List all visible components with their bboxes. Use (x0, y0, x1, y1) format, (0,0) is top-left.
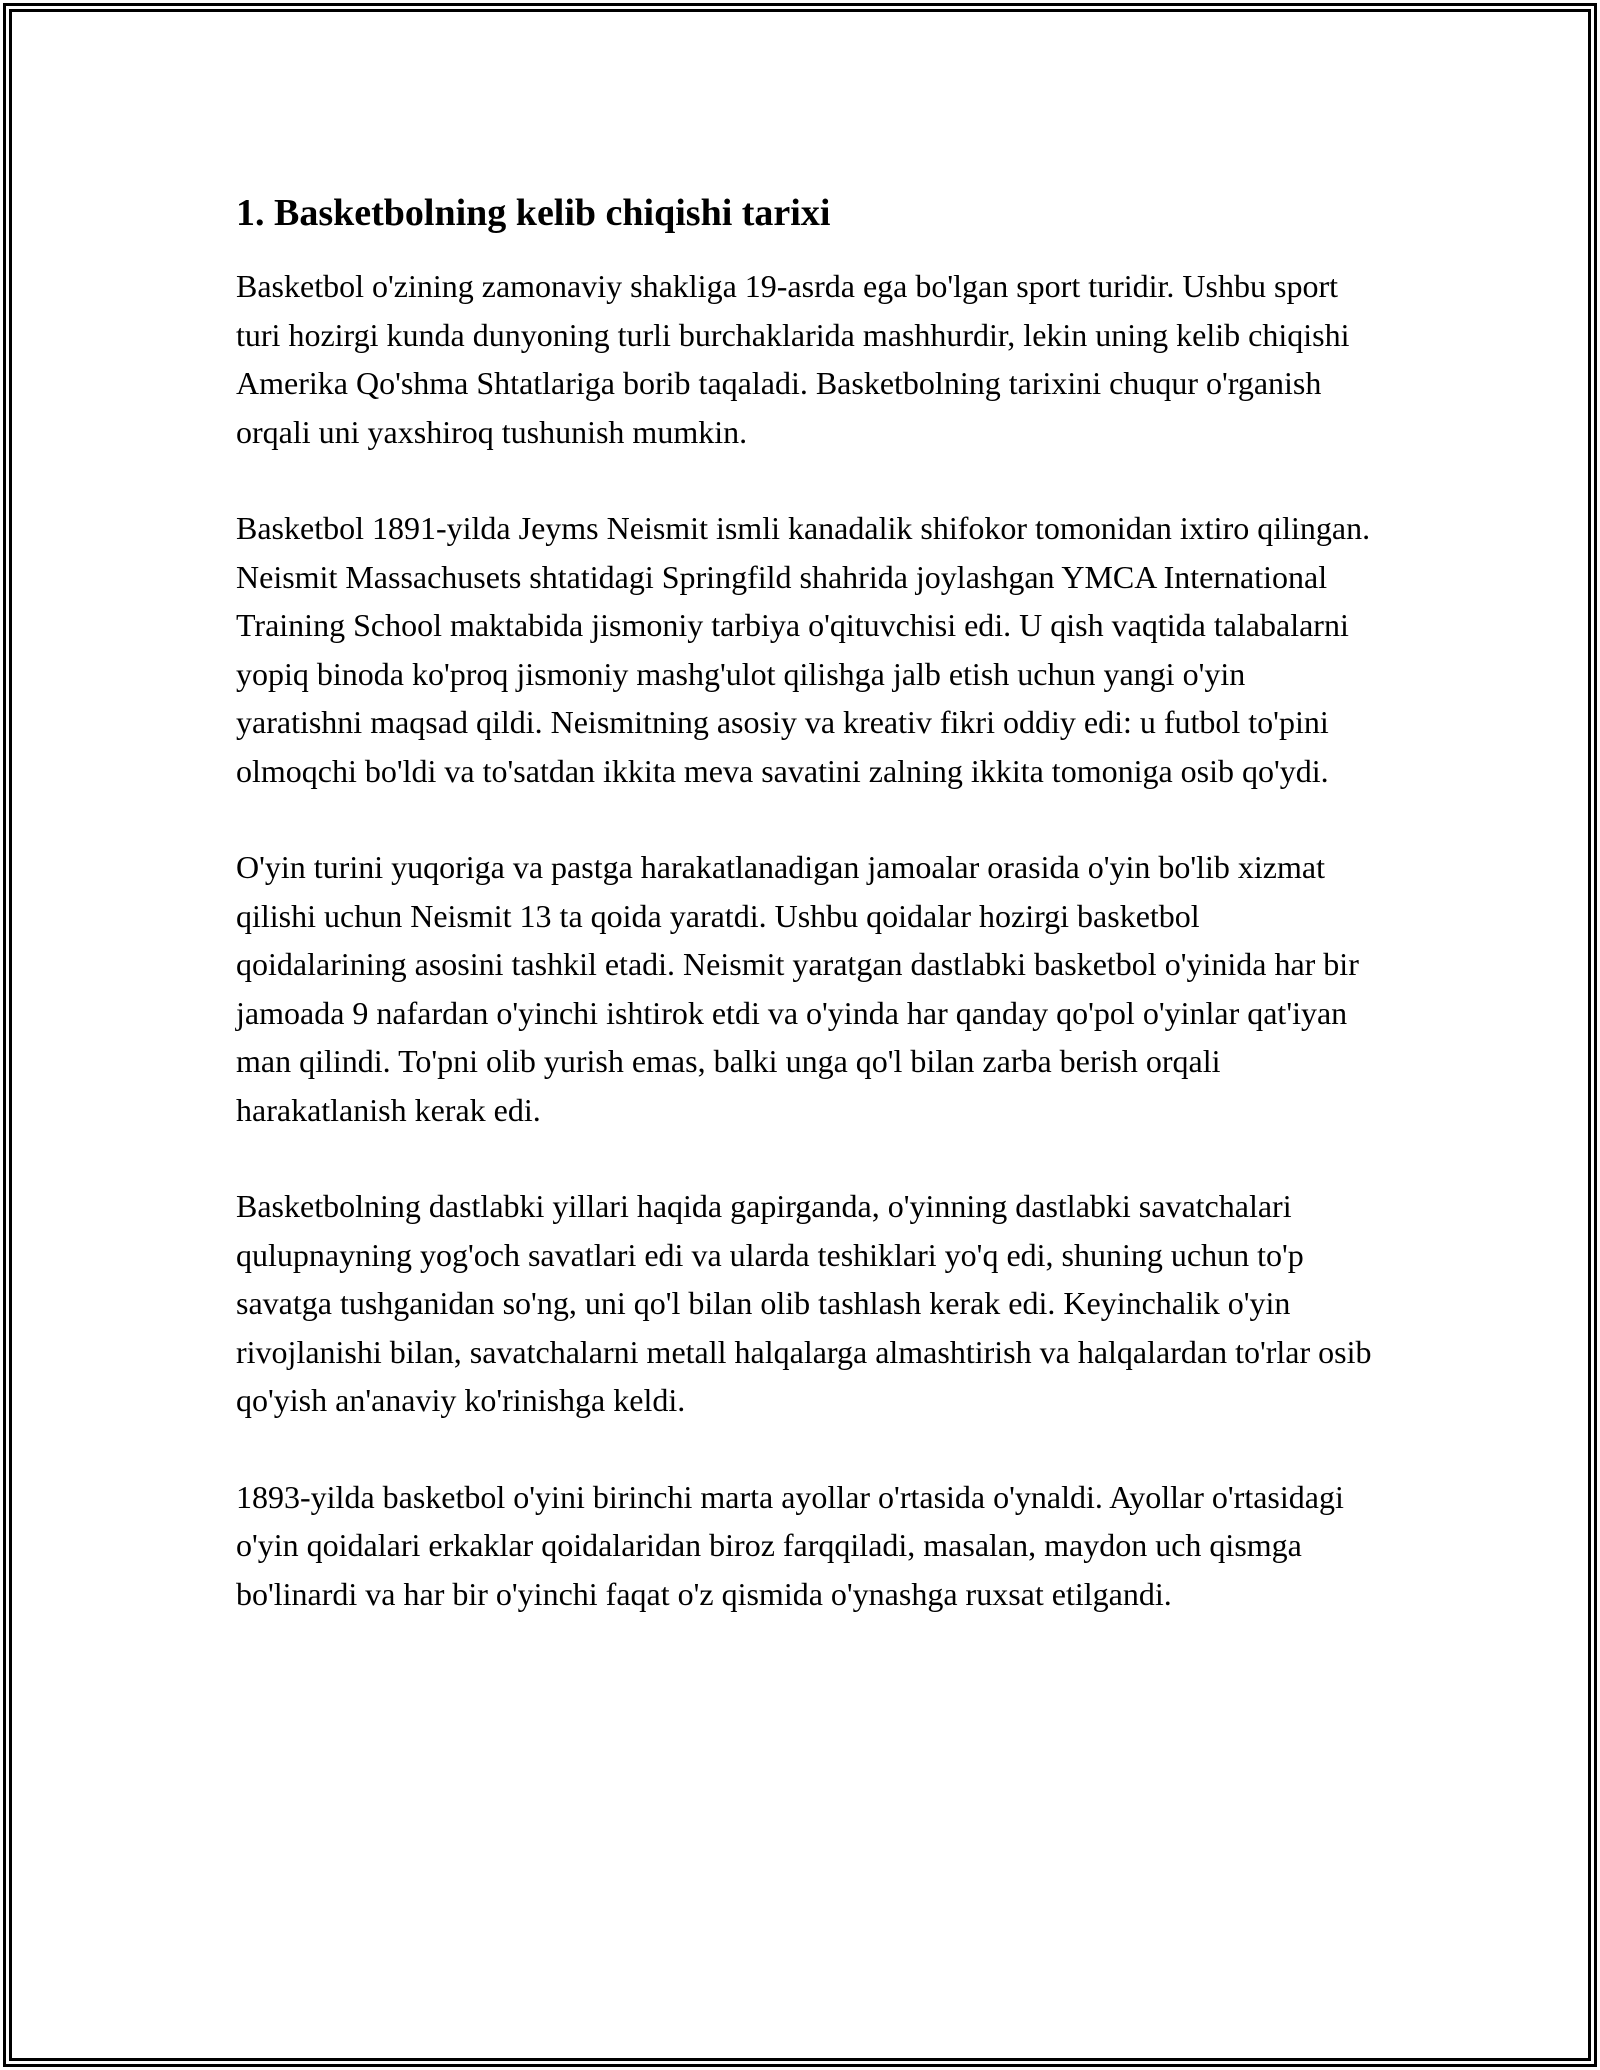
paragraph-women: 1893-yilda basketbol o'yini birinchi marta ayollar o'rtasida o'ynaldi. Ayollar o'rtasidagi o'yin qoidalari erkaklar qoidalaridan biroz farqqiladi, masalan, maydon uch qismga bo'linardi va har bir o'yinchi faqat o'z qismida o'ynashga ruxsat etilgandi. (236, 1478, 1344, 1612)
document-body (236, 186, 1376, 1666)
section-heading: 1. Basketbolning kelib chiqishi tarixi (236, 192, 831, 234)
paragraph-invention: Basketbol 1891-yilda Jeyms Neismit ismli kanadalik shifokor tomonidan ixtiro qilingan. Neismit Massachusets shtatidagi Springfild shahrida joylashgan YMCA International Training School maktabida jismoniy tarbiya o'qituvchisi edi. U qish vaqtida talabalarni yopiq binoda ko'proq jismoniy mashg'ulot qilishga jalb etish uchun yangi o'yin yaratishni maqsad qildi. Neismitning asosiy va kreativ fikri oddiy edi: u futbol to'pini olmoqchi bo'ldi va to'satdan ikkita meva savatini zalning ikkita tomoniga osib qo'ydi. (236, 510, 1371, 789)
paragraph-early-baskets: Basketbolning dastlabki yillari haqida gapirganda, o'yinning dastlabki savatchalari qulupnayning yog'och savatlari edi va ularda teshiklari yo'q edi, shuning uchun to'p savatga tushganidan so'ng, uni qo'l bilan olib tashlash kerak edi. Keyinchalik o'yin rivojlanishi bilan, savatchalarni metall halqalarga almashtirish va halqalardan to'rlar osib qo'yish an'anaviy ko'rinishga keldi. (236, 1188, 1372, 1418)
paragraph-intro: Basketbol o'zining zamonaviy shakliga 19-asrda ega bo'lgan sport turidir. Ushbu sport turi hozirgi kunda dunyoning turli burchaklarida mashhurdir, lekin uning kelib chiqishi Amerika Qo'shma Shtatlariga borib taqaladi. Basketbolning tarixini chuqur o'rganish orqali uni yaxshiroq tushunish mumkin. (236, 268, 1350, 450)
paragraph-rules: O'yin turini yuqoriga va pastga harakatlanadigan jamoalar orasida o'yin bo'lib xizmat qilishi uchun Neismit 13 ta qoida yaratdi. Ushbu qoidalar hozirgi basketbol qoidalarining asosini tashkil etadi. Neismit yaratgan dastlabki basketbol o'yinida har bir jamoada 9 nafardan o'yinchi ishtirok etdi va o'yinda har qanday qo'pol o'yinlar qat'iyan man qilindi. To'pni olib yurish emas, balki unga qo'l bilan zarba berish orqali harakatlanish kerak edi. (236, 849, 1359, 1128)
